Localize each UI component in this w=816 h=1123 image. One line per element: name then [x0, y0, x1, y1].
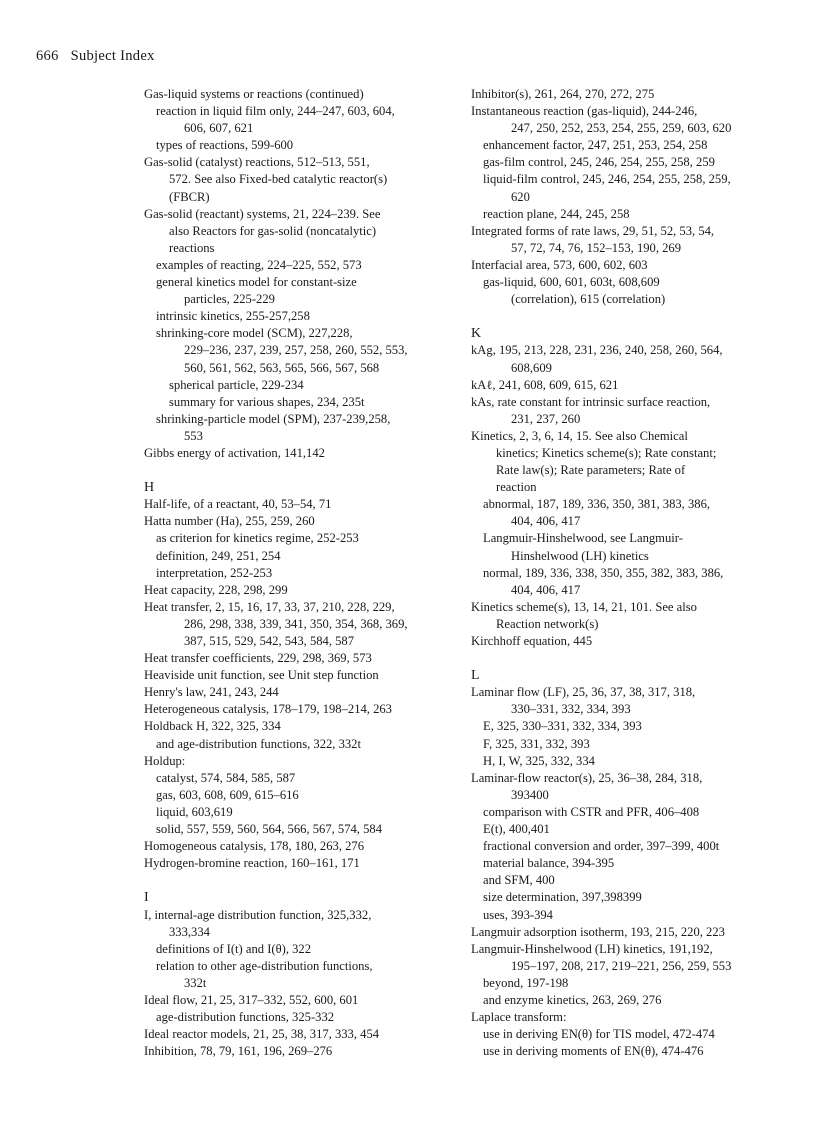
section-spacer	[471, 650, 771, 667]
index-entry: 286, 298, 338, 339, 341, 350, 354, 368, 369,	[184, 616, 408, 631]
index-entry: enhancement factor, 247, 251, 253, 254, 258	[483, 138, 708, 153]
index-entry: material balance, 394-395	[483, 856, 615, 871]
index-entry: H, I, W, 325, 332, 334	[483, 753, 595, 768]
index-entry: Holdup:	[144, 753, 186, 768]
index-entry: Hatta number (Ha), 255, 259, 260	[144, 514, 315, 529]
index-entry: 572. See also Fixed-bed catalytic reactor(s)	[169, 172, 388, 187]
index-entry: 195–197, 208, 217, 219–221, 256, 259, 553	[511, 958, 732, 973]
index-entry: Heat transfer coefficients, 229, 298, 369, 573	[144, 651, 372, 666]
index-entry: 332t	[184, 975, 207, 990]
index-entry: Gas-liquid systems or reactions (continued)	[144, 87, 364, 101]
index-entry: catalyst, 574, 584, 585, 587	[156, 770, 296, 785]
index-entry: abnormal, 187, 189, 336, 350, 381, 383, 386,	[483, 497, 711, 512]
index-entry: 57, 72, 74, 76, 152–153, 190, 269	[511, 240, 682, 255]
index-entry: Laminar-flow reactor(s), 25, 36–38, 284, 318,	[471, 770, 703, 785]
index-entry: Langmuir-Hinshelwood (LH) kinetics, 191,192,	[471, 941, 713, 956]
index-entry: Gas-solid (reactant) systems, 21, 224–239. See	[144, 206, 381, 221]
index-entry: comparison with CSTR and PFR, 406–408	[483, 804, 700, 819]
index-entry: solid, 557, 559, 560, 564, 566, 567, 574, 584	[156, 822, 382, 837]
index-entry: Inhibitor(s), 261, 264, 270, 272, 275	[471, 87, 655, 101]
index-entry: Homogeneous catalysis, 178, 180, 263, 276	[144, 839, 365, 854]
index-entry: beyond, 197-198	[483, 975, 569, 990]
index-entry: Ideal reactor models, 21, 25, 38, 317, 333, 454	[144, 1027, 380, 1042]
index-entry: 330–331, 332, 334, 393	[511, 702, 631, 717]
index-column-left	[144, 86, 432, 1060]
index-entry: (FBCR)	[169, 189, 210, 204]
index-entry: Holdback H, 322, 325, 334	[144, 719, 281, 734]
index-entry: liquid-film control, 245, 246, 254, 255, 258, 259,	[483, 172, 731, 187]
index-entry: Heat transfer, 2, 15, 16, 17, 33, 37, 210, 228, 229,	[144, 599, 395, 614]
index-entry: age-distribution functions, 325-332	[156, 1010, 335, 1025]
index-entry: and age-distribution functions, 322, 332t	[156, 736, 361, 751]
index-entry: relation to other age-distribution functions,	[156, 958, 373, 973]
index-entry: Interfacial area, 573, 600, 602, 603	[471, 257, 648, 272]
index-entry: Inhibition, 78, 79, 161, 196, 269–276	[144, 1044, 333, 1059]
page-header	[36, 48, 155, 65]
index-entry: F, 325, 331, 332, 393	[483, 736, 590, 751]
index-entry: 560, 561, 562, 563, 565, 566, 567, 568	[184, 360, 380, 375]
index-entry: definitions of I(t) and I(θ), 322	[156, 941, 312, 956]
index-entry: also Reactors for gas-solid (noncatalytic)	[169, 223, 377, 238]
section-spacer	[144, 872, 432, 889]
index-entry: reaction plane, 244, 245, 258	[483, 206, 630, 221]
index-entry: spherical particle, 229-234	[169, 377, 304, 392]
index-entry: Kinetics, 2, 3, 6, 14, 15. See also Chemical	[471, 428, 688, 443]
index-entry: use in deriving EN(θ) for TIS model, 472-474	[483, 1027, 715, 1042]
index-entry: definition, 249, 251, 254	[156, 548, 281, 563]
index-entry: Langmuir-Hinshelwood, see Langmuir-	[483, 531, 683, 546]
index-entry: Instantaneous reaction (gas-liquid), 244-246,	[471, 104, 698, 119]
page-title: Subject Index	[70, 48, 155, 64]
index-entry: and SFM, 400	[483, 873, 555, 888]
index-entry: Heaviside unit function, see Unit step function	[144, 668, 379, 683]
index-entry: Integrated forms of rate laws, 29, 51, 52, 53, 54,	[471, 223, 715, 238]
index-entry: 229–236, 237, 239, 257, 258, 260, 552, 553,	[184, 343, 408, 358]
index-entry: size determination, 397,398399	[483, 890, 642, 905]
section-letter: K	[471, 326, 482, 342]
index-entry: gas-liquid, 600, 601, 603t, 608,609	[483, 275, 660, 290]
index-entry: fractional conversion and order, 397–399, 400t	[483, 839, 720, 854]
index-entry: Heterogeneous catalysis, 178–179, 198–214, 263	[144, 702, 392, 717]
index-entry: liquid, 603,619	[156, 804, 233, 819]
index-entry: Hydrogen-bromine reaction, 160–161, 171	[144, 856, 360, 871]
section-letter: I	[144, 890, 149, 906]
section-letter: L	[471, 668, 480, 684]
index-entry: general kinetics model for constant-size	[156, 275, 357, 290]
index-entry: Laminar flow (LF), 25, 36, 37, 38, 317, 318,	[471, 685, 696, 700]
index-entry: use in deriving moments of EN(θ), 474-476	[483, 1044, 704, 1059]
index-entry: 387, 515, 529, 542, 543, 584, 587	[184, 634, 355, 648]
index-entry: uses, 393-394	[483, 907, 553, 922]
page-number: 666	[36, 48, 59, 64]
index-entry: normal, 189, 336, 338, 350, 355, 382, 383, 386,	[483, 565, 724, 580]
index-entry: Kinetics scheme(s), 13, 14, 21, 101. See also	[471, 599, 697, 614]
index-entry: 620	[511, 189, 530, 204]
index-entry: 404, 406, 417	[511, 514, 581, 529]
index-entry: particles, 225-229	[184, 292, 275, 307]
index-entry: Kirchhoff equation, 445	[471, 634, 593, 648]
index-entry: E(t), 400,401	[483, 822, 550, 837]
index-entry: 333,334	[169, 924, 210, 939]
index-entry: 231, 237, 260	[511, 411, 581, 426]
index-column-right	[471, 86, 771, 1060]
index-entry: Hinshelwood (LH) kinetics	[511, 548, 649, 563]
index-entry: kAg, 195, 213, 228, 231, 236, 240, 258, 260, 564,	[471, 343, 723, 358]
index-entry: I, internal-age distribution function, 325,332,	[144, 907, 372, 922]
index-entry: shrinking-core model (SCM), 227,228,	[156, 326, 353, 341]
section-spacer	[471, 308, 771, 325]
index-entry: Gas-solid (catalyst) reactions, 512–513, 551,	[144, 155, 370, 170]
index-entry: Heat capacity, 228, 298, 299	[144, 582, 288, 597]
index-entry: Rate law(s); Rate parameters; Rate of	[496, 463, 686, 478]
index-entry: 553	[184, 428, 203, 443]
index-entry: summary for various shapes, 234, 235t	[169, 394, 365, 409]
section-letter: H	[144, 480, 155, 496]
index-entry: E, 325, 330–331, 332, 334, 393	[483, 719, 642, 734]
index-entry: 247, 250, 252, 253, 254, 255, 259, 603, 620	[511, 121, 732, 136]
index-entry: 393400	[511, 787, 549, 802]
index-entry: 404, 406, 417	[511, 582, 581, 597]
index-entry: reaction	[496, 480, 537, 495]
index-entry: Gibbs energy of activation, 141,142	[144, 445, 325, 460]
index-entry: reaction in liquid film only, 244–247, 603, 604,	[156, 104, 395, 119]
index-entry: gas, 603, 608, 609, 615–616	[156, 787, 299, 802]
index-entry: Langmuir adsorption isotherm, 193, 215, 220, 223	[471, 924, 725, 939]
index-entry: kAs, rate constant for intrinsic surface reaction,	[471, 394, 711, 409]
index-entry: Ideal flow, 21, 25, 317–332, 552, 600, 601	[144, 992, 359, 1007]
index-entry: types of reactions, 599-600	[156, 138, 294, 153]
index-entry: Half-life, of a reactant, 40, 53–54, 71	[144, 497, 332, 512]
index-entry: Henry's law, 241, 243, 244	[144, 685, 279, 700]
index-entry: Reaction network(s)	[496, 616, 599, 631]
index-entry: 608,609	[511, 360, 552, 375]
index-entry: examples of reacting, 224–225, 552, 573	[156, 257, 362, 272]
index-entry: 606, 607, 621	[184, 121, 254, 136]
index-entry: interpretation, 252-253	[156, 565, 273, 580]
index-entry: (correlation), 615 (correlation)	[511, 292, 666, 307]
index-entry: intrinsic kinetics, 255-257,258	[156, 309, 310, 324]
index-entry: and enzyme kinetics, 263, 269, 276	[483, 992, 662, 1007]
index-entry: shrinking-particle model (SPM), 237-239,258,	[156, 411, 391, 426]
index-entry: reactions	[169, 240, 215, 255]
index-entry: Laplace transform:	[471, 1010, 567, 1025]
index-entry: gas-film control, 245, 246, 254, 255, 258, 259	[483, 155, 715, 170]
index-entry: kAℓ, 241, 608, 609, 615, 621	[471, 377, 619, 392]
index-entry: kinetics; Kinetics scheme(s); Rate constant;	[496, 445, 717, 460]
index-entry: as criterion for kinetics regime, 252-253	[156, 531, 359, 546]
section-spacer	[144, 462, 432, 479]
